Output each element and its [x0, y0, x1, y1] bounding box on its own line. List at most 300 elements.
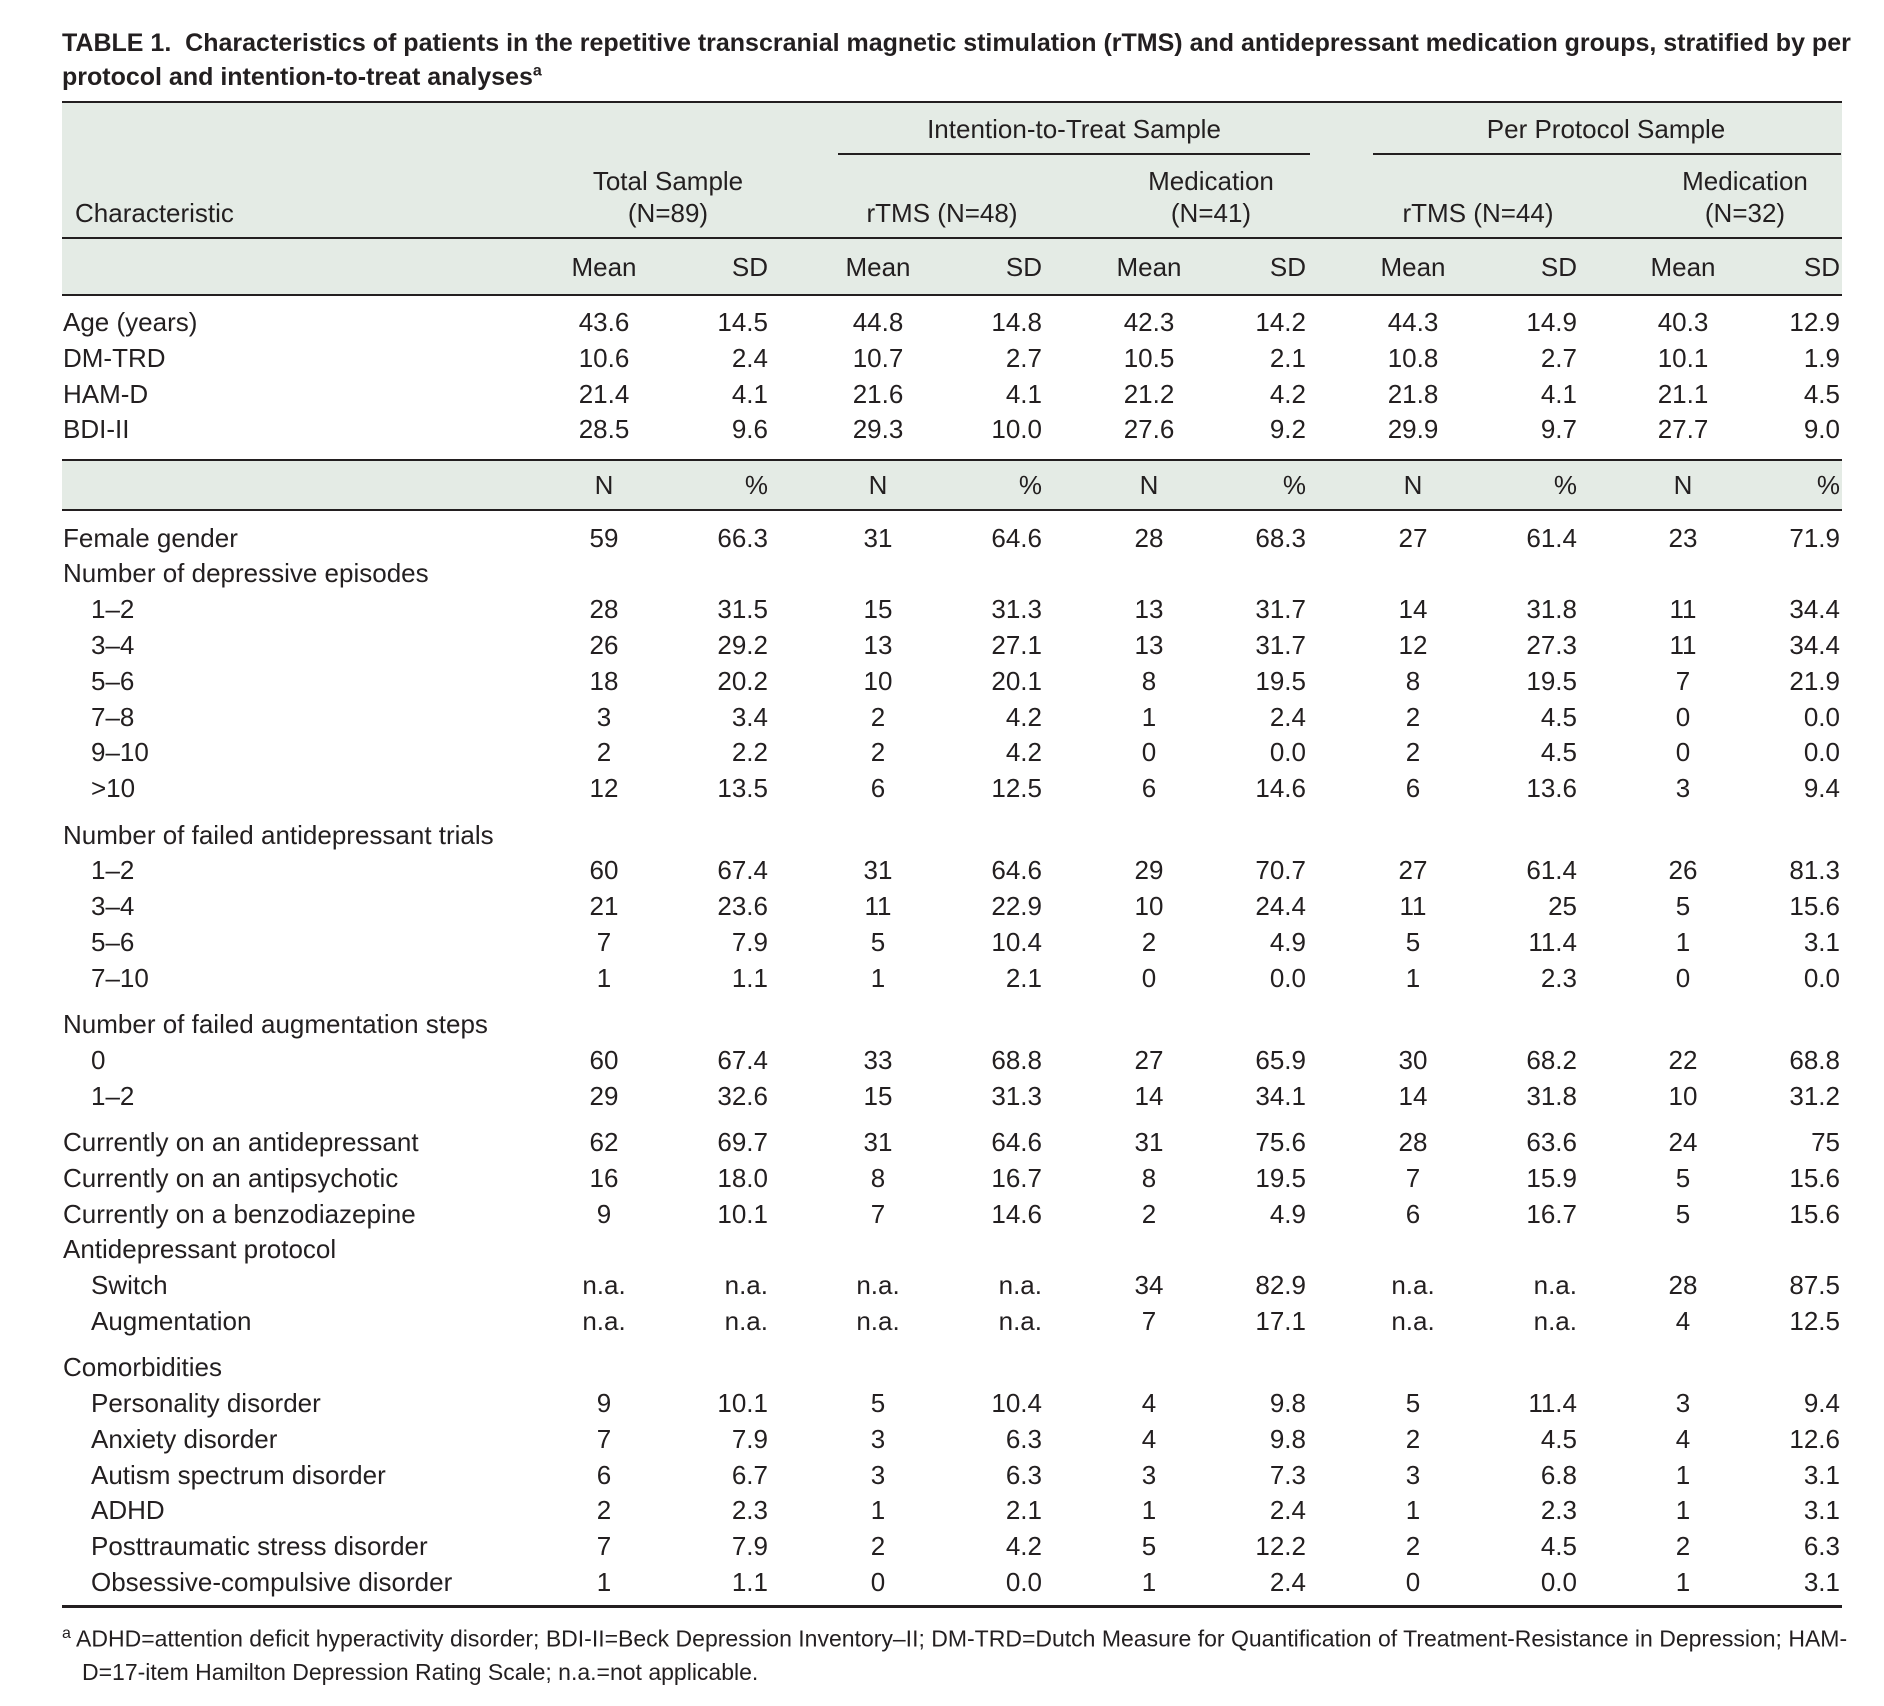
sd-cell: 7.9 [731, 1423, 768, 1454]
mean-cell: 18 [589, 665, 619, 696]
mean-cell: 21.8 [1387, 378, 1439, 409]
row-label: Antidepressant protocol [63, 1234, 337, 1265]
mean-cell: 1 [1405, 1495, 1421, 1526]
sd-cell: 31.2 [1789, 1080, 1840, 1111]
mean-cell: 11 [1669, 594, 1697, 625]
table-row [0, 1386, 1884, 1422]
mean-cell: n.a. [582, 1270, 626, 1301]
mean-cell: 10.6 [578, 342, 630, 373]
mean-cell: 11 [1399, 891, 1427, 922]
mean-cell: 13 [863, 630, 893, 661]
sd-cell: 69.7 [717, 1126, 768, 1157]
sd-cell: 67.4 [717, 1044, 768, 1075]
mean-cell: 29 [589, 1080, 619, 1111]
sd-cell: 4.5 [1803, 378, 1840, 409]
row-label: 1–2 [91, 1080, 135, 1111]
mean-cell: 21.1 [1657, 378, 1709, 409]
table-row [0, 1232, 1884, 1268]
sd-cell: 14.6 [991, 1198, 1042, 1229]
mean-cell: 62 [589, 1126, 619, 1157]
sd-cell: 64.6 [991, 855, 1042, 886]
table-row [0, 1458, 1884, 1494]
sd-cell: 1.9 [1803, 342, 1840, 373]
sd-cell: 68.2 [1526, 1044, 1577, 1075]
mean-cell: 5 [1405, 1388, 1421, 1419]
mean-cell: 28 [589, 594, 619, 625]
mean-cell: 5 [1675, 1198, 1691, 1229]
mean-cell: 3 [1675, 773, 1691, 804]
sd-cell: 10.4 [991, 1388, 1042, 1419]
column-header-percent: % [1018, 469, 1042, 500]
sd-cell: 3.4 [731, 701, 768, 732]
row-label: HAM-D [63, 378, 149, 409]
sd-cell: 31.3 [991, 1080, 1042, 1111]
mean-cell: 8 [870, 1162, 886, 1193]
column-header-mean: Mean [571, 252, 637, 282]
itt-rtms-header: rTMS (N=48) [866, 198, 1018, 228]
row-label: Age (years) [63, 307, 198, 337]
sd-cell: 3.1 [1803, 1495, 1840, 1526]
mean-cell: 0 [1675, 962, 1691, 993]
row-label: DM-TRD [63, 342, 166, 373]
table-row [0, 1422, 1884, 1458]
mean-cell: 28 [1398, 1126, 1428, 1157]
total-header-line1: Total Sample [592, 166, 744, 196]
table-title-text: Characteristics of patients in the repetitive transcranial magnetic stimulation (rTMS) and antidepressant medication groups, stratified by per protocol and intention-to-treat analyses [62, 29, 1851, 91]
row-group [0, 818, 1884, 997]
mean-cell: 31 [863, 522, 893, 553]
mean-cell: 1 [1675, 926, 1691, 957]
sd-cell: 66.3 [717, 522, 768, 553]
sd-cell: 7.9 [731, 926, 768, 957]
sd-cell: 19.5 [1255, 1162, 1306, 1193]
sd-cell: 4.1 [731, 378, 768, 409]
mean-cell: 10.5 [1123, 342, 1175, 373]
n-percent-header-row [62, 459, 1842, 511]
mean-cell: 1 [1141, 1567, 1157, 1597]
sd-cell: 0.0 [1540, 1567, 1577, 1597]
table-row [0, 556, 1884, 592]
table-label: TABLE 1. [62, 29, 172, 57]
sd-cell: 2.2 [731, 737, 768, 768]
sd-cell: 12.6 [1789, 1423, 1840, 1454]
sd-cell: 10.1 [717, 1388, 768, 1419]
sd-cell: 1.1 [731, 1567, 768, 1597]
row-label: Currently on a benzodiazepine [63, 1198, 416, 1229]
mean-cell: 14 [1134, 1080, 1164, 1111]
mean-cell: 8 [1405, 665, 1421, 696]
mean-cell: 8 [1141, 1162, 1157, 1193]
column-header-n: N [594, 469, 614, 500]
row-label: Number of depressive episodes [63, 558, 429, 589]
sd-cell: 13.5 [717, 773, 768, 804]
row-group [0, 521, 1884, 807]
row-label: 5–6 [91, 665, 135, 696]
mean-cell: 7 [1141, 1305, 1157, 1336]
sd-cell: 4.2 [1269, 378, 1306, 409]
mean-cell: 13 [1134, 594, 1164, 625]
sd-cell: 14.9 [1526, 307, 1577, 337]
sd-cell: 20.2 [717, 665, 768, 696]
sd-cell: 2.4 [1269, 701, 1306, 732]
sd-cell: 19.5 [1526, 665, 1577, 696]
mean-cell: 0 [1141, 962, 1157, 993]
table-row [0, 1043, 1884, 1079]
sd-cell: 6.3 [1005, 1459, 1042, 1490]
row-label: Currently on an antidepressant [63, 1126, 419, 1157]
row-label: BDI-II [63, 414, 130, 445]
mean-cell: 1 [1675, 1459, 1691, 1490]
sd-cell: 16.7 [1526, 1198, 1577, 1229]
table-row [0, 1565, 1884, 1601]
column-header-sd: SD [1005, 252, 1042, 282]
count-section [0, 521, 1884, 1601]
row-label: Number of failed antidepressant trials [63, 819, 494, 850]
table-row [0, 664, 1884, 700]
sd-cell: 0.0 [1803, 962, 1840, 993]
row-label: 1–2 [91, 594, 135, 625]
sd-cell: 16.7 [991, 1162, 1042, 1193]
sd-cell: 4.1 [1005, 378, 1042, 409]
pp-rtms-header: rTMS (N=44) [1402, 198, 1554, 228]
sd-cell: 25 [1548, 891, 1577, 922]
mean-cell: 3 [1405, 1459, 1421, 1490]
mean-cell: 33 [863, 1044, 893, 1075]
mean-cell: 42.3 [1123, 307, 1175, 337]
sd-cell: 10.1 [717, 1198, 768, 1229]
row-group [0, 305, 1884, 448]
sd-cell: 2.3 [1540, 1495, 1577, 1526]
mean-cell: 2 [1405, 701, 1421, 732]
row-label: Anxiety disorder [91, 1423, 278, 1454]
table-row [0, 818, 1884, 854]
sd-cell: 6.8 [1540, 1459, 1577, 1490]
sd-cell: 34.4 [1789, 594, 1840, 625]
sd-cell: 2.1 [1005, 1495, 1042, 1526]
table-row [0, 412, 1884, 448]
table-row [0, 521, 1884, 557]
mean-cell: 7 [596, 926, 612, 957]
row-label: 1–2 [91, 855, 135, 886]
row-label: Currently on an antipsychotic [63, 1162, 399, 1193]
mean-cell: 26 [1668, 855, 1698, 886]
sd-cell: 34.1 [1255, 1080, 1306, 1111]
sd-cell: 4.2 [1005, 737, 1042, 768]
header-rule [62, 237, 1842, 239]
sd-cell: 61.4 [1526, 522, 1577, 553]
top-rule [62, 101, 1842, 103]
mean-cell: 44.8 [852, 307, 904, 337]
mean-cell: 6 [870, 773, 886, 804]
sd-cell: 70.7 [1255, 855, 1306, 886]
sd-cell: 9.0 [1803, 414, 1840, 445]
sd-cell: 4.5 [1540, 737, 1577, 768]
column-header-mean: Mean [1116, 252, 1182, 282]
sd-cell: 75.6 [1255, 1126, 1306, 1157]
mean-cell: 10.8 [1387, 342, 1439, 373]
footnote-text: ADHD=attention deficit hyperactivity disorder; BDI-II=Beck Depression Inventory–II; DM-TRD=Dutch Measure for Quantification of Treatment-Resistance in Depression; HAM-D=17-item Hamilton Depression Rating Scale; n.a.=not applicable. [76, 1625, 1848, 1685]
sd-cell: 4.2 [1005, 701, 1042, 732]
sd-cell: 31.7 [1255, 630, 1306, 661]
mean-cell: 6 [596, 1459, 612, 1490]
sd-cell: 9.4 [1803, 773, 1840, 804]
mean-cell: n.a. [856, 1270, 900, 1301]
sd-cell: n.a. [1533, 1270, 1577, 1301]
column-header-percent: % [1816, 469, 1840, 500]
mean-cell: 27 [1398, 522, 1428, 553]
sd-cell: 2.3 [1540, 962, 1577, 993]
sd-cell: 0.0 [1269, 962, 1306, 993]
table-row [0, 1007, 1884, 1043]
subheader-rule [62, 294, 1842, 296]
sd-cell: n.a. [1533, 1305, 1577, 1336]
mean-cell: 9 [596, 1198, 612, 1229]
mean-cell: 7 [1675, 665, 1691, 696]
mean-cell: 6 [1405, 773, 1421, 804]
mean-cell: 11 [864, 891, 892, 922]
sd-cell: 68.3 [1255, 522, 1306, 553]
mean-cell: n.a. [1391, 1305, 1435, 1336]
mean-cell: 1 [1141, 701, 1157, 732]
sd-cell: 4.5 [1540, 1531, 1577, 1562]
mean-cell: 14 [1398, 1080, 1428, 1111]
footnote-marker: a [62, 1625, 71, 1642]
table-row [0, 853, 1884, 889]
sd-cell: 11.4 [1528, 926, 1577, 957]
sd-cell: 20.1 [991, 665, 1042, 696]
column-header-mean: Mean [1380, 252, 1446, 282]
row-label: Posttraumatic stress disorder [91, 1531, 428, 1562]
sd-cell: 75 [1811, 1126, 1840, 1157]
row-label: Personality disorder [91, 1388, 321, 1419]
mean-cell: 10 [1134, 891, 1164, 922]
sd-cell: 4.1 [1540, 378, 1577, 409]
mean-cell: 6 [1141, 773, 1157, 804]
sd-cell: 9.8 [1269, 1423, 1306, 1454]
total-header-line2: (N=89) [627, 198, 709, 228]
characteristic-header: Characteristic [75, 198, 234, 228]
mean-cell: 1 [1405, 962, 1421, 993]
table-row [0, 889, 1884, 925]
row-label: ADHD [91, 1495, 165, 1526]
sd-cell: 9.6 [731, 414, 768, 445]
mean-cell: 4 [1141, 1423, 1157, 1454]
sd-cell: 12.2 [1255, 1531, 1306, 1562]
column-header-sd: SD [1803, 252, 1840, 282]
sd-cell: 14.6 [1255, 773, 1306, 804]
row-label: >10 [91, 773, 136, 804]
mean-cell: 22 [1668, 1044, 1698, 1075]
table-row [0, 1125, 1884, 1161]
itt-med-header-line1: Medication [1148, 166, 1274, 196]
sd-cell: 14.2 [1255, 307, 1306, 337]
sd-cell: 2.4 [1269, 1495, 1306, 1526]
mean-cell: 3 [596, 701, 612, 732]
sd-cell: 0.0 [1005, 1567, 1042, 1597]
bottom-rule [62, 1605, 1842, 1608]
mean-cell: 7 [1405, 1162, 1421, 1193]
sd-cell: 64.6 [991, 1126, 1042, 1157]
mean-cell: 27 [1134, 1044, 1164, 1075]
mean-cell: 31 [1134, 1126, 1164, 1157]
mean-cell: 2 [870, 1531, 886, 1562]
sd-cell: 3.1 [1803, 1567, 1840, 1597]
mean-cell: 5 [1675, 1162, 1691, 1193]
sd-cell: 27.1 [991, 630, 1042, 661]
mean-cell: 6 [1405, 1198, 1421, 1229]
table-row [0, 305, 1884, 341]
sd-cell: 2.4 [731, 342, 768, 373]
sd-cell: 24.4 [1255, 891, 1306, 922]
mean-cell: 1 [596, 1567, 612, 1597]
row-label: 3–4 [91, 630, 135, 661]
sd-cell: 31.8 [1526, 594, 1577, 625]
mean-cell: 27.6 [1123, 414, 1175, 445]
column-header-n: N [868, 469, 888, 500]
sd-cell: 82.9 [1255, 1270, 1306, 1301]
mean-cell: n.a. [856, 1305, 900, 1336]
mean-cell: 0 [1405, 1567, 1421, 1597]
column-header-n: N [1673, 469, 1693, 500]
mean-cell: 28 [1668, 1270, 1698, 1301]
sd-cell: 68.8 [991, 1044, 1042, 1075]
sd-cell: 21.9 [1789, 665, 1840, 696]
sd-cell: 4.9 [1269, 926, 1306, 957]
mean-cell: 14 [1398, 594, 1428, 625]
sd-cell: 0.0 [1803, 737, 1840, 768]
mean-cell: 31 [863, 855, 893, 886]
mean-cell: 2 [870, 701, 886, 732]
mean-cell: 12 [589, 773, 619, 804]
table-row [0, 735, 1884, 771]
sd-cell: 7.9 [731, 1531, 768, 1562]
table-row [0, 771, 1884, 807]
row-group [0, 1007, 1884, 1114]
mean-cell: 44.3 [1387, 307, 1439, 337]
mean-cell: 2 [596, 737, 612, 768]
mean-cell: 21.4 [578, 378, 630, 409]
sd-cell: 9.4 [1803, 1388, 1840, 1419]
sd-cell: 61.4 [1526, 855, 1577, 886]
mean-cell: 2 [1405, 737, 1421, 768]
column-header-sd: SD [1269, 252, 1306, 282]
mean-cell: 7 [596, 1423, 612, 1454]
mean-cell: 43.6 [578, 307, 630, 337]
mean-cell: 7 [596, 1531, 612, 1562]
sd-cell: 2.7 [1005, 342, 1042, 373]
mean-cell: 0 [1675, 701, 1691, 732]
sd-cell: 15.6 [1789, 1162, 1840, 1193]
sd-cell: 2.7 [1540, 342, 1577, 373]
mean-cell: 27 [1398, 855, 1428, 886]
sd-cell: 9.2 [1269, 414, 1306, 445]
mean-cell: 10.7 [852, 342, 904, 373]
sd-cell: 13.6 [1526, 773, 1577, 804]
sd-cell: 6.3 [1005, 1423, 1042, 1454]
sd-cell: 31.8 [1526, 1080, 1577, 1111]
sd-cell: 0.0 [1269, 737, 1306, 768]
mean-cell: 1 [596, 962, 612, 993]
itt-med-header-line2: (N=41) [1170, 198, 1252, 228]
mean-cell: 4 [1675, 1305, 1691, 1336]
sd-cell: 17.1 [1255, 1305, 1306, 1336]
pp-med-header-line1: Medication [1682, 166, 1808, 196]
sd-cell: 23.6 [717, 891, 768, 922]
row-label: 9–10 [91, 737, 149, 768]
mean-cell: 24 [1668, 1126, 1698, 1157]
sd-cell: 12.5 [991, 773, 1042, 804]
sd-cell: 6.7 [731, 1459, 768, 1490]
mean-cell: 5 [1675, 891, 1691, 922]
mean-cell: 5 [870, 1388, 886, 1419]
table-title [62, 26, 1852, 94]
mean-cell: 28.5 [578, 414, 630, 445]
sd-cell: 10.0 [991, 414, 1042, 445]
sd-cell: n.a. [724, 1305, 768, 1336]
sd-cell: 15.9 [1526, 1162, 1577, 1193]
sd-cell: 32.6 [717, 1080, 768, 1111]
mean-cell: 2 [1405, 1531, 1421, 1562]
column-header-n: N [1403, 469, 1423, 500]
sd-cell: 64.6 [991, 522, 1042, 553]
mean-cell: 23 [1668, 522, 1698, 553]
column-header-percent: % [1282, 469, 1306, 500]
table-row [0, 700, 1884, 736]
sd-cell: n.a. [724, 1270, 768, 1301]
row-group [0, 1125, 1884, 1340]
mean-cell: 30 [1398, 1044, 1428, 1075]
mean-cell: 21.2 [1123, 378, 1175, 409]
sd-cell: 29.2 [717, 630, 768, 661]
table-row [0, 377, 1884, 413]
sd-cell: 81.3 [1789, 855, 1840, 886]
mean-cell: 3 [870, 1423, 886, 1454]
table-row [0, 628, 1884, 664]
column-header-mean: Mean [845, 252, 911, 282]
table-row [0, 341, 1884, 377]
sd-cell: 2.1 [1269, 342, 1306, 373]
mean-cell: 0 [1141, 737, 1157, 768]
mean-cell: 16 [589, 1162, 619, 1193]
sd-cell: 19.5 [1255, 665, 1306, 696]
sd-cell: 31.3 [991, 594, 1042, 625]
row-label: 7–8 [91, 701, 135, 732]
table-row [0, 925, 1884, 961]
row-label: 5–6 [91, 926, 135, 957]
sd-cell: 31.5 [717, 594, 768, 625]
mean-cell: 2 [1141, 926, 1157, 957]
sd-cell: 4.5 [1540, 701, 1577, 732]
mean-cell: 26 [589, 630, 619, 661]
mean-cell: 13 [1134, 630, 1164, 661]
mean-cell: n.a. [582, 1305, 626, 1336]
column-header-percent: % [744, 469, 768, 500]
mean-cell: 29.9 [1387, 414, 1439, 445]
column-header-percent: % [1553, 469, 1577, 500]
mean-cell: 2 [870, 737, 886, 768]
table-row [0, 1493, 1884, 1529]
mean-cell: 10 [1668, 1080, 1698, 1111]
sd-cell: 12.9 [1789, 307, 1840, 337]
itt-spanner-rule [838, 153, 1310, 155]
mean-cell: 1 [870, 962, 886, 993]
column-header-sd: SD [1540, 252, 1577, 282]
sd-cell: 3.1 [1803, 1459, 1840, 1490]
sd-cell: 6.3 [1803, 1531, 1840, 1562]
pp-med-header-line2: (N=32) [1704, 198, 1786, 228]
mean-cell: 10.1 [1657, 342, 1709, 373]
sd-cell: 31.7 [1255, 594, 1306, 625]
